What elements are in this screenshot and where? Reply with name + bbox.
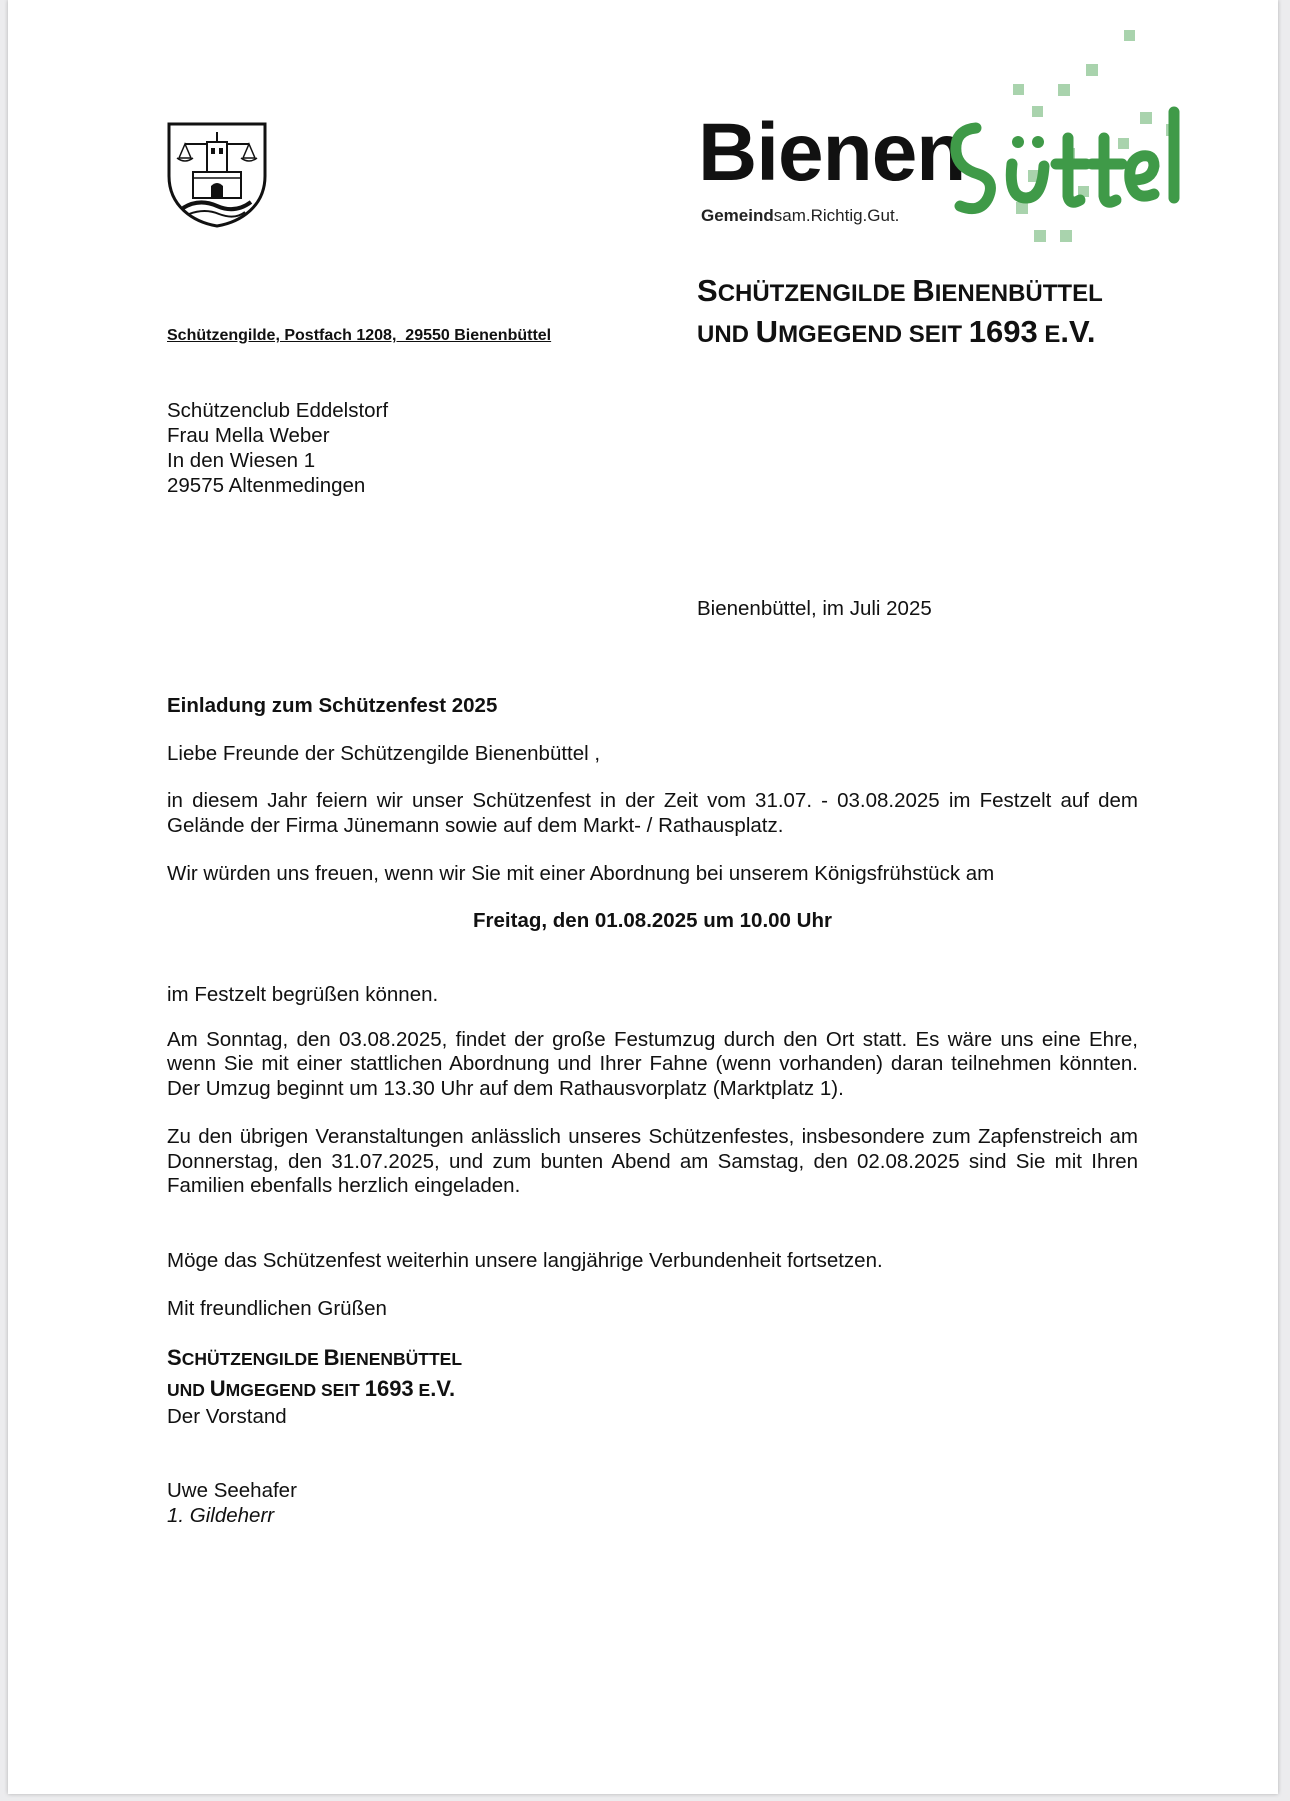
title-text-segment: 1693 — [968, 314, 1038, 349]
title-text-segment: S — [697, 273, 718, 308]
title-text-segment: .V. — [1060, 314, 1096, 349]
recipient-line: 29575 Altenmedingen — [167, 474, 366, 497]
signer-name: Uwe Seehafer — [167, 1479, 297, 1502]
signer-role: 1. Gildeherr — [167, 1503, 275, 1527]
organization-title-line-1 — [697, 272, 1103, 313]
title-text-segment: E — [1037, 321, 1061, 348]
title-text-segment: CHÜTZENGILDE — [181, 1348, 324, 1369]
letter-body — [167, 694, 1138, 1528]
title-text-segment: MGEGEND SEIT — [778, 321, 969, 348]
paragraph-5: Zu den übrigen Veranstaltungen anlässlich unseres Schützenfestes, insbesondere zum Zapfenstreich am Donnerstag, den 31.07.2025, und zum bunten Abend am Samstag, den 02.08.2025 sind Sie mit Ihren Familien ebenfalls herzlich eingeladen. — [167, 1125, 1138, 1197]
title-text-segment: S — [167, 1344, 182, 1370]
title-text-segment: B — [912, 273, 935, 308]
letter-greeting: Liebe Freunde der Schützengilde Bienenbüttel , — [167, 741, 601, 765]
place-date-line: Bienenbüttel, im Juli 2025 — [697, 597, 932, 620]
coat-of-arms-logo — [165, 122, 269, 228]
bienenbuettel-logo — [688, 28, 1188, 258]
recipient-address — [167, 398, 388, 498]
title-text-segment: U — [755, 314, 779, 349]
title-text-segment: 1693 — [364, 1375, 414, 1401]
title-text-segment: U — [209, 1375, 226, 1401]
letter-subject: Einladung zum Schützenfest 2025 — [167, 694, 498, 717]
title-text-segment: B — [323, 1344, 340, 1370]
recipient-line: Frau Mella Weber — [167, 424, 330, 447]
sender-address-line: Schützengilde, Postfach 1208, 29550 Bienenbüttel — [167, 327, 552, 344]
paragraph-4: Am Sonntag, den 03.08.2025, findet der große Festumzug durch den Ort statt. Es wäre uns eine Ehre, wenn Sie mit einer stattlichen Abordnung und Ihrer Fahne (wenn vorhanden) daran teilnehmen könnten. Der Umzug beginnt um 13.30 Uhr auf dem Rathausvorplatz (Marktplatz 1). — [167, 1027, 1138, 1100]
title-text-segment: UND — [697, 321, 756, 348]
board-label: Der Vorstand — [167, 1404, 287, 1428]
logo-slogan: Gemeindsam.Richtig.Gut. — [701, 206, 900, 225]
paragraph-2: Wir würden uns freuen, wenn wir Sie mit einer Abordnung bei unserem Königsfrühstück am — [167, 862, 995, 885]
logo-script-buettel — [948, 68, 1188, 228]
title-text-segment: E — [413, 1379, 431, 1400]
signature-organization-line-1 — [167, 1343, 1138, 1374]
title-text-segment: IENENBÜTTEL — [934, 280, 1103, 307]
title-text-segment: CHÜTZENGILDE — [717, 280, 913, 307]
title-text-segment: MGEGEND SEIT — [225, 1379, 365, 1400]
paragraph-1: in diesem Jahr feiern wir unser Schützenfest in der Zeit vom 31.07. - 03.08.2025 im Festzelt auf dem Gelände der Firma Jünemann sowie auf dem Markt- / Rathausplatz. — [167, 789, 1138, 837]
closing-phrase: Mit freundlichen Grüßen — [167, 1297, 387, 1320]
letter-page — [8, 0, 1278, 1794]
paragraph-6: Möge das Schützenfest weiterhin unsere langjährige Verbundenheit fortsetzen. — [167, 1248, 883, 1272]
logo-word-bienen: Bienen — [698, 107, 966, 198]
organization-title — [697, 272, 1103, 354]
title-text-segment: UND — [167, 1379, 210, 1400]
recipient-line: In den Wiesen 1 — [167, 449, 316, 472]
title-text-segment: .V. — [430, 1375, 456, 1401]
title-text-segment: IENENBÜTTEL — [339, 1348, 463, 1369]
signature-organization-line-2 — [167, 1374, 1138, 1405]
paragraph-3: im Festzelt begrüßen können. — [167, 983, 439, 1006]
recipient-line: Schützenclub Eddelstorf — [167, 399, 389, 422]
signature-organization — [167, 1343, 1138, 1405]
event-date-highlight: Freitag, den 01.08.2025 um 10.00 Uhr — [473, 908, 832, 932]
organization-title-line-2 — [697, 313, 1103, 354]
